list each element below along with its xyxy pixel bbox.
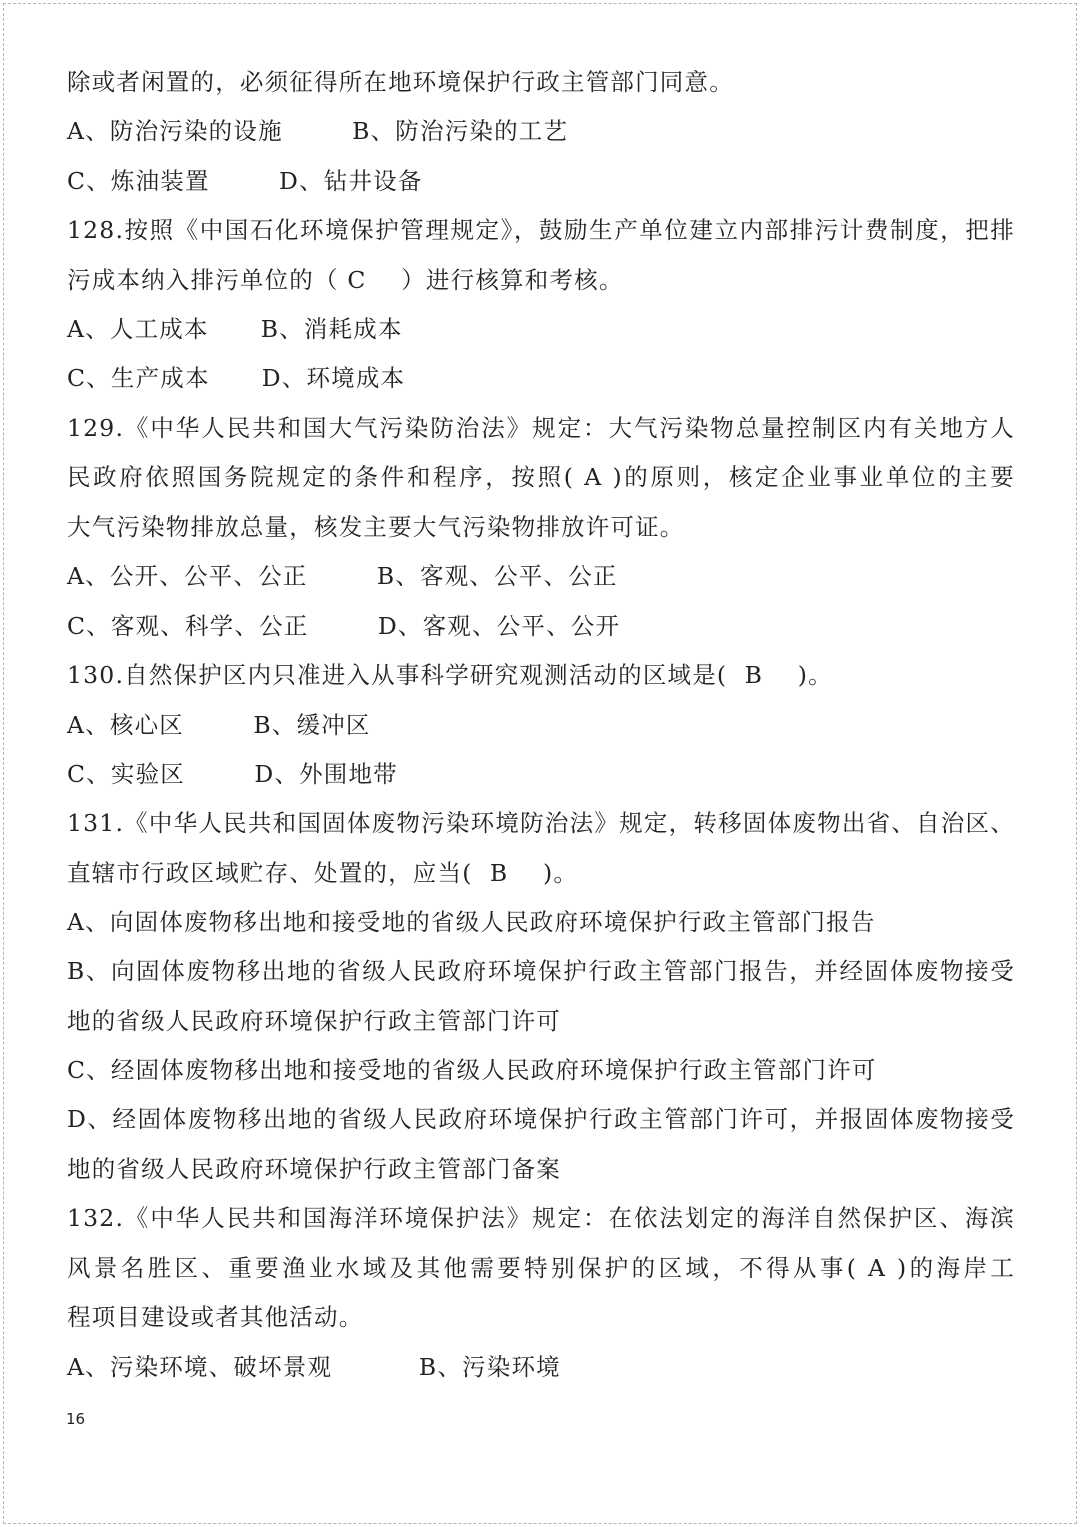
text-line: 地的省级人民政府环境保护行政主管部门备案: [67, 1155, 561, 1183]
option-line: A、污染环境、破坏景观 B、污染环境: [67, 1353, 561, 1381]
option-line: C、客观、科学、公正 D、客观、公平、公开: [67, 612, 621, 640]
page-number: 16: [66, 1410, 86, 1428]
option-line: C、经固体废物移出地和接受地的省级人民政府环境保护行政主管部门许可: [67, 1056, 877, 1084]
option-line: A、防治污染的设施 B、防治污染的工艺: [67, 117, 569, 145]
option-line: C、生产成本 D、环境成本: [67, 364, 406, 392]
question-131: 131.《中华人民共和国固体废物污染环境防治法》规定，转移固体废物出省、自治区、: [67, 809, 1015, 837]
text-line: 地的省级人民政府环境保护行政主管部门许可: [67, 1007, 561, 1035]
option-line: C、实验区 D、外围地带: [67, 760, 398, 788]
text-line: 程项目建设或者其他活动。: [67, 1303, 364, 1331]
text-line: 直辖市行政区域贮存、处置的，应当( B )。: [67, 859, 579, 887]
option-line: A、人工成本 B、消耗成本: [67, 315, 403, 343]
question-129: 129.《中华人民共和国大气污染防治法》规定：大气污染物总量控制区内有关地方人: [67, 414, 1015, 442]
option-line: D、经固体废物移出地的省级人民政府环境保护行政主管部门许可，并报固体废物接受: [67, 1105, 1015, 1133]
question-132: 132.《中华人民共和国海洋环境保护法》规定：在依法划定的海洋自然保护区、海滨: [67, 1204, 1015, 1232]
text-line: 除或者闲置的，必须征得所在地环境保护行政主管部门同意。: [67, 68, 734, 96]
text-line: 民政府依照国务院规定的条件和程序，按照( A )的原则，核定企业事业单位的主要: [67, 463, 1015, 491]
option-line: A、公开、公平、公正 B、客观、公平、公正: [67, 562, 618, 590]
option-line: C、炼油装置 D、钻井设备: [67, 167, 423, 195]
text-line: 风景名胜区、重要渔业水域及其他需要特别保护的区域，不得从事( A )的海岸工: [67, 1254, 1015, 1282]
text-line: 大气污染物排放总量，核发主要大气污染物排放许可证。: [67, 513, 685, 541]
question-128: 128.按照《中国石化环境保护管理规定》，鼓励生产单位建立内部排污计费制度，把排: [67, 216, 1015, 244]
option-line: B、向固体废物移出地的省级人民政府环境保护行政主管部门报告，并经固体废物接受: [67, 957, 1015, 985]
text-line: 污成本纳入排污单位的（ C ）进行核算和考核。: [67, 266, 624, 294]
question-130: 130.自然保护区内只准进入从事科学研究观测活动的区域是( B )。: [67, 661, 833, 689]
option-line: A、向固体废物移出地和接受地的省级人民政府环境保护行政主管部门报告: [67, 908, 876, 936]
option-line: A、核心区 B、缓冲区: [67, 711, 371, 739]
